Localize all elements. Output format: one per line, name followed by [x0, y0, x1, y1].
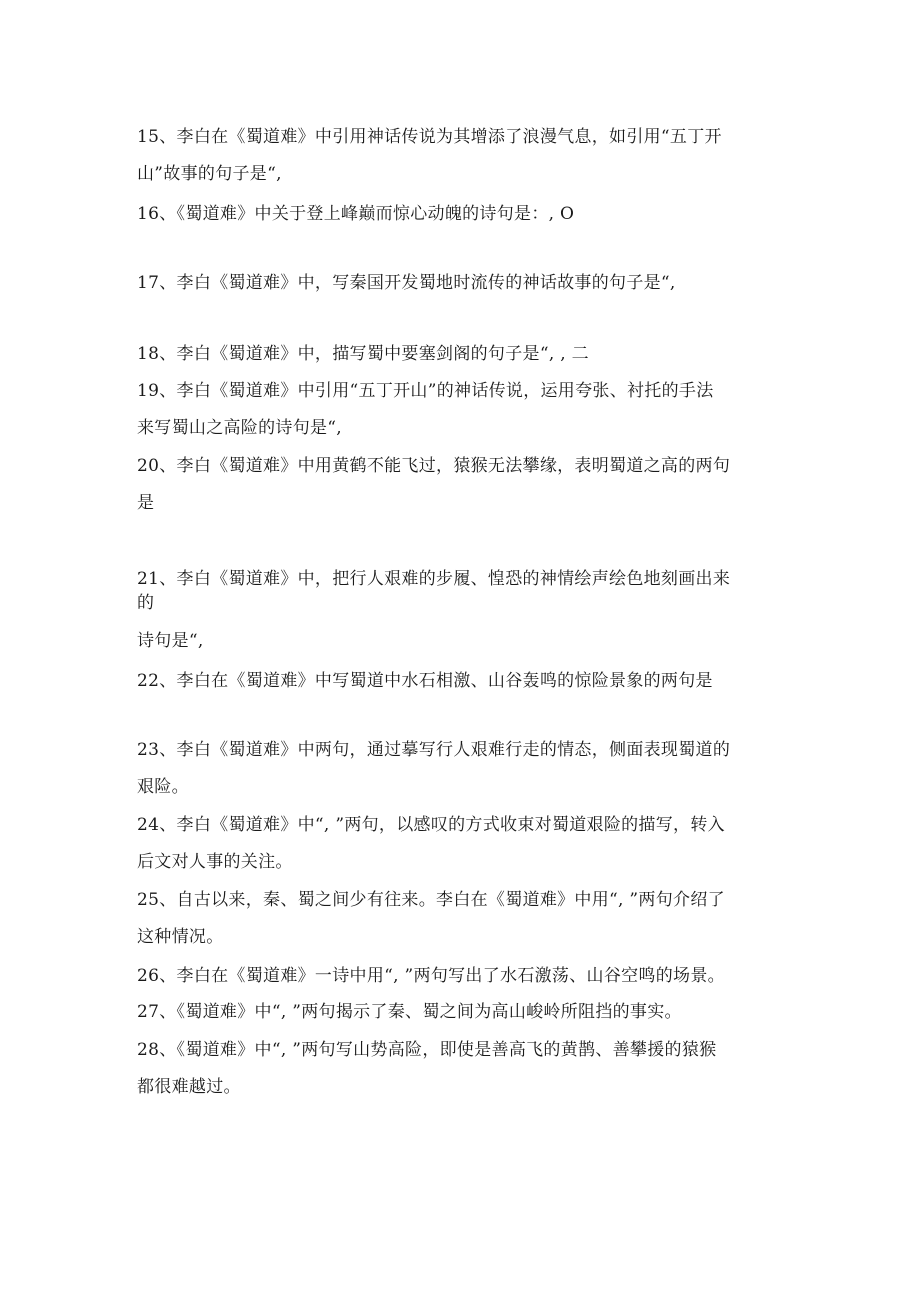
question-22-line-1: 22、李白在《蜀道难》中写蜀道中水石相激、山谷轰鸣的惊险景象的两句是: [137, 671, 713, 691]
question-21-line-1: 21、李白《蜀道难》中，把行人艰难的步履、惶恐的神情绘声绘色地刻画出来: [137, 569, 731, 589]
question-19-line-2: 来写蜀山之高险的诗句是“,: [137, 418, 342, 438]
question-17-line-1: 17、李白《蜀道难》中，写秦国开发蜀地时流传的神话故事的句子是“,: [137, 273, 676, 293]
question-21-line-2: 的: [137, 593, 155, 613]
question-18-line-1: 18、李白《蜀道难》中，描写蜀中要塞剑阁的句子是“, , 二: [137, 344, 589, 364]
question-16-line-1: 16、《蜀道难》中关于登上峰巅而惊心动魄的诗句是：, O: [137, 204, 575, 224]
question-27-line-1: 27、《蜀道难》中“, ”两句揭示了秦、蜀之间为高山峻岭所阻挡的事实。: [137, 1002, 682, 1022]
question-21-line-3: 诗句是“,: [137, 631, 204, 651]
question-20-line-2: 是: [137, 493, 155, 513]
question-23-line-2: 艰险。: [137, 777, 189, 797]
question-15-line-2: 山”故事的句子是“,: [137, 164, 282, 184]
question-28-line-1: 28、《蜀道难》中“, ”两句写山势高险，即使是善高飞的黄鹊、善攀援的猿猴: [137, 1040, 717, 1060]
question-19-line-1: 19、李白《蜀道难》中引用“五丁开山”的神话传说，运用夸张、衬托的手法: [137, 381, 714, 401]
question-24-line-2: 后文对人事的关注。: [137, 852, 293, 872]
question-23-line-1: 23、李白《蜀道难》中两句，通过摹写行人艰难行走的情态，侧面表现蜀道的: [137, 740, 731, 760]
question-25-line-1: 25、自古以来，秦、蜀之间少有往来。李白在《蜀道难》中用“, ”两句介绍了: [137, 890, 725, 910]
question-25-line-2: 这种情况。: [137, 927, 224, 947]
question-24-line-1: 24、李白《蜀道难》中“, ”两句，以感叹的方式收束对蜀道艰险的描写，转入: [137, 815, 725, 835]
question-20-line-1: 20、李白《蜀道难》中用黄鹤不能飞过，猿猴无法攀缘，表明蜀道之高的两句: [137, 456, 731, 476]
question-28-line-2: 都很难越过。: [137, 1077, 241, 1097]
question-26-line-1: 26、李白在《蜀道难》一诗中用“, ”两句写出了水石激荡、山谷空鸣的场景。: [137, 966, 725, 986]
question-15-line-1: 15、李白在《蜀道难》中引用神话传说为其增添了浪漫气息，如引用“五丁开: [137, 127, 722, 147]
